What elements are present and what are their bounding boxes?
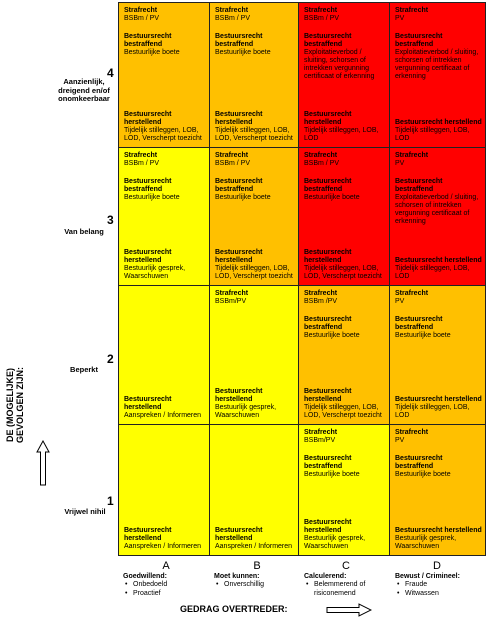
- sanction-measure: Bestuurlijk gesprek, Waarschuwen: [304, 534, 366, 550]
- sanction-block: [304, 290, 386, 306]
- sanction-type: Bestuursrecht herstellend: [304, 518, 352, 534]
- sanction-matrix: [118, 2, 488, 558]
- sanction-block: [304, 7, 386, 23]
- sanction-measure: Bestuurlijke boete: [395, 471, 451, 479]
- sanction-measure: BSBm / PV: [215, 15, 251, 23]
- sanction-measure: BSBm/PV: [215, 298, 247, 306]
- sanction-measure: Tijdelijk stilleggen, LOB, LOD, Verscherpt toezicht: [124, 126, 202, 142]
- sanction-measure: Bestuurlijk gesprek, Waarschuwen: [124, 264, 186, 280]
- matrix-cell-r4-a: [118, 2, 210, 148]
- column-title-b: Moet kunnen:: [214, 573, 260, 580]
- sanction-type: Bestuursrecht bestraffend: [395, 178, 443, 194]
- sanction-measure: Bestuurlijk gesprek, Waarschuwen: [395, 534, 457, 550]
- sanction-measure: BSBm / PV: [304, 160, 340, 168]
- sanction-block: [215, 111, 295, 143]
- matrix-cell-r3-b: [209, 147, 299, 286]
- matrix-cell-r1-a: [118, 424, 210, 556]
- sanction-type: Bestuursrecht herstellend: [215, 387, 263, 403]
- sanction-type: Bestuursrecht bestraffend: [395, 316, 443, 332]
- column-letter-d: D: [433, 560, 441, 572]
- sanction-block: [395, 527, 482, 551]
- sanction-measure: BSBm/PV: [304, 437, 336, 445]
- sanction-measure: Exploitatieverbod / sluiting, schorsen of intrekken vergunning certificaat of erkenning: [395, 49, 479, 81]
- sanction-type: Bestuursrecht herstellend: [215, 248, 263, 264]
- sanction-block: [395, 257, 482, 281]
- sanction-type: Bestuursrecht bestraffend: [304, 455, 352, 471]
- sanction-block: [215, 7, 295, 23]
- sanction-block: [124, 111, 206, 143]
- column-letter-a: A: [162, 560, 170, 572]
- sanction-measure: Bestuurlijke boete: [304, 194, 360, 202]
- sanction-measure: Tijdelijk stilleggen, LOB, LOD: [304, 126, 379, 142]
- sanction-type: Bestuursrecht bestraffend: [304, 33, 352, 49]
- sanction-type: Bestuursrecht herstellend: [304, 110, 352, 126]
- matrix-cell-r1-d: [389, 424, 486, 556]
- sanction-type: Strafrecht: [395, 429, 429, 436]
- sanction-measure: Bestuurlijke boete: [395, 332, 451, 340]
- sanction-type: Bestuursrecht bestraffend: [395, 455, 443, 471]
- column-item: • Witwassen: [405, 590, 487, 598]
- sanction-measure: BSBm / PV: [215, 160, 251, 168]
- column-letter-b: B: [253, 560, 261, 572]
- sanction-measure: PV: [395, 437, 405, 445]
- sanction-block: [395, 396, 482, 420]
- sanction-block: [395, 7, 482, 23]
- sanction-block: [304, 152, 386, 168]
- y-level-label-1: Vrijwel nihil: [64, 507, 106, 516]
- sanction-type: Strafrecht: [304, 429, 338, 436]
- column-desc-b: [214, 573, 302, 590]
- matrix-cell-r4-d: [389, 2, 486, 148]
- sanction-measure: Bestuurlijke boete: [215, 194, 271, 202]
- sanction-measure: Tijdelijk stilleggen, LOB, LOD: [395, 403, 470, 419]
- matrix-cell-r4-b: [209, 2, 299, 148]
- right-arrow-icon: [326, 603, 372, 617]
- sanction-block: [395, 152, 482, 168]
- sanction-type: Bestuursrecht herstellend: [124, 526, 172, 542]
- sanction-type: Strafrecht: [215, 152, 249, 159]
- matrix-cell-r1-b: [209, 424, 299, 556]
- sanction-measure: Exploitatieverbod / sluiting, schorsen of intrekken vergunning certificaat of erkenning: [395, 194, 479, 226]
- y-level-num-1: 1: [107, 494, 114, 508]
- sanction-measure: Bestuurlijke boete: [124, 49, 180, 57]
- sanction-type: Strafrecht: [215, 290, 249, 297]
- sanction-block: [124, 527, 206, 551]
- sanction-block: [304, 429, 386, 445]
- column-letter-c: C: [342, 560, 350, 572]
- sanction-measure: Tijdelijk stilleggen, LOB, LOD: [395, 126, 470, 142]
- matrix-cell-r2-d: [389, 285, 486, 425]
- sanction-measure: Bestuurlijke boete: [124, 194, 180, 202]
- sanction-type: Bestuursrecht bestraffend: [124, 178, 172, 194]
- sanction-measure: Aanspreken / Informeren: [124, 542, 202, 550]
- sanction-type: Bestuursrecht bestraffend: [215, 178, 263, 194]
- sanction-type: Bestuursrecht bestraffend: [304, 178, 352, 194]
- sanction-measure: Bestuurlijke boete: [215, 49, 271, 57]
- column-item: • Belemmerend of risiconemend: [314, 581, 392, 598]
- y-level-num-4: 4: [107, 66, 114, 80]
- column-title-a: Goedwillend:: [123, 573, 167, 580]
- sanction-block: [215, 249, 295, 281]
- matrix-cell-r2-c: [298, 285, 390, 425]
- sanction-measure: Aanspreken / Informeren: [215, 542, 293, 550]
- sanction-block: [124, 33, 206, 57]
- sanction-measure: Bestuurlijke boete: [304, 471, 360, 479]
- sanction-block: [124, 7, 206, 23]
- sanction-block: [124, 396, 206, 420]
- sanction-measure: Tijdelijk stilleggen, LOB, LOD, Verscherpt toezicht: [215, 264, 293, 280]
- sanction-measure: Bestuurlijke boete: [304, 332, 360, 340]
- column-item: • Onverschillig: [224, 581, 302, 589]
- sanction-block: [395, 316, 482, 340]
- sanction-measure: Tijdelijk stilleggen, LOB, LOD, Verscherpt toezicht: [304, 403, 382, 419]
- y-level-label-4: Aanzienlijk, dreigend en/of onomkeerbaar: [58, 77, 110, 104]
- sanction-measure: PV: [395, 160, 405, 168]
- sanction-block: [304, 316, 386, 340]
- sanction-block: [304, 519, 386, 551]
- column-desc-c: [304, 573, 392, 598]
- sanction-measure: BSBm / PV: [304, 15, 340, 23]
- sanction-block: [304, 249, 386, 281]
- sanction-type: Strafrecht: [124, 152, 158, 159]
- sanction-block: [395, 119, 482, 143]
- y-axis-title: DE (MOGELIJKE) GEVOLGEN ZIJN:: [5, 367, 25, 444]
- sanction-type: Bestuursrecht bestraffend: [395, 33, 443, 49]
- sanction-type: Bestuursrecht herstellend: [395, 118, 482, 126]
- sanction-type: Bestuursrecht herstellend: [304, 248, 352, 264]
- sanction-type: Bestuursrecht herstellend: [215, 110, 263, 126]
- sanction-type: Strafrecht: [124, 7, 158, 14]
- sanction-block: [304, 111, 386, 143]
- sanction-type: Bestuursrecht herstellend: [124, 395, 172, 411]
- sanction-type: Strafrecht: [304, 290, 338, 297]
- sanction-measure: Tijdelijk stilleggen, LOB, LOD, Verscherpt toezicht: [304, 264, 382, 280]
- sanction-measure: PV: [395, 15, 405, 23]
- sanction-block: [304, 33, 386, 81]
- sanction-block: [395, 290, 482, 306]
- column-desc-a: [123, 573, 211, 598]
- sanction-type: Bestuursrecht bestraffend: [304, 316, 352, 332]
- sanction-type: Strafrecht: [395, 152, 429, 159]
- column-item: • Proactief: [133, 590, 211, 598]
- sanction-type: Bestuursrecht bestraffend: [215, 33, 263, 49]
- matrix-cell-r3-d: [389, 147, 486, 286]
- sanction-measure: Tijdelijk stilleggen, LOB, LOD: [395, 264, 470, 280]
- column-item: • Onbedoeld: [133, 581, 211, 589]
- sanction-type: Bestuursrecht herstellend: [124, 110, 172, 126]
- sanction-block: [395, 178, 482, 226]
- sanction-type: Strafrecht: [304, 152, 338, 159]
- matrix-cell-r3-c: [298, 147, 390, 286]
- matrix-cell-r2-a: [118, 285, 210, 425]
- sanction-block: [124, 152, 206, 168]
- matrix-cell-r3-a: [118, 147, 210, 286]
- sanction-block: [215, 152, 295, 168]
- y-level-label-2: Beperkt: [70, 365, 98, 374]
- sanction-block: [395, 429, 482, 445]
- sanction-measure: BSBm /PV: [304, 298, 338, 306]
- sanction-block: [304, 455, 386, 479]
- sanction-block: [124, 178, 206, 202]
- sanction-type: Strafrecht: [395, 290, 429, 297]
- sanction-type: Strafrecht: [215, 7, 249, 14]
- sanction-block: [215, 527, 295, 551]
- x-axis-title: GEDRAG OVERTREDER:: [180, 604, 288, 614]
- sanction-type: Bestuursrecht herstellend: [395, 256, 482, 264]
- sanction-measure: BSBm / PV: [124, 15, 160, 23]
- sanction-measure: Aanspreken / Informeren: [124, 411, 202, 419]
- column-desc-d: [395, 573, 487, 598]
- sanction-measure: Exploitatieverbod / sluiting, schorsen of intrekken vergunning certificaat of erkenning: [304, 49, 375, 81]
- sanction-block: [215, 290, 295, 306]
- sanction-block: [215, 388, 295, 420]
- matrix-cell-r4-c: [298, 2, 390, 148]
- sanction-block: [215, 33, 295, 57]
- sanction-block: [304, 388, 386, 420]
- up-arrow-icon: [36, 440, 50, 486]
- sanction-type: Strafrecht: [304, 7, 338, 14]
- sanction-measure: Tijdelijk stilleggen, LOB, LOD, Verscherpt toezicht: [215, 126, 293, 142]
- sanction-block: [304, 178, 386, 202]
- sanction-block: [395, 455, 482, 479]
- sanction-block: [395, 33, 482, 81]
- sanction-measure: PV: [395, 298, 405, 306]
- matrix-cell-r2-b: [209, 285, 299, 425]
- sanction-type: Bestuursrecht herstellend: [395, 395, 482, 403]
- sanction-type: Bestuursrecht herstellend: [215, 526, 263, 542]
- sanction-block: [124, 249, 206, 281]
- sanction-block: [215, 178, 295, 202]
- y-level-num-2: 2: [107, 352, 114, 366]
- sanction-measure: BSBm / PV: [124, 160, 160, 168]
- column-title-c: Calculerend:: [304, 573, 347, 580]
- column-title-d: Bewust / Crimineel:: [395, 573, 460, 580]
- column-item: • Fraude: [405, 581, 487, 589]
- y-level-label-3: Van belang: [64, 227, 104, 236]
- sanction-type: Strafrecht: [395, 7, 429, 14]
- sanction-type: Bestuursrecht herstellend: [395, 526, 482, 534]
- sanction-type: Bestuursrecht herstellend: [304, 387, 352, 403]
- sanction-type: Bestuursrecht herstellend: [124, 248, 172, 264]
- matrix-cell-r1-c: [298, 424, 390, 556]
- sanction-type: Bestuursrecht bestraffend: [124, 33, 172, 49]
- y-level-num-3: 3: [107, 213, 114, 227]
- sanction-measure: Bestuurlijk gesprek, Waarschuwen: [215, 403, 277, 419]
